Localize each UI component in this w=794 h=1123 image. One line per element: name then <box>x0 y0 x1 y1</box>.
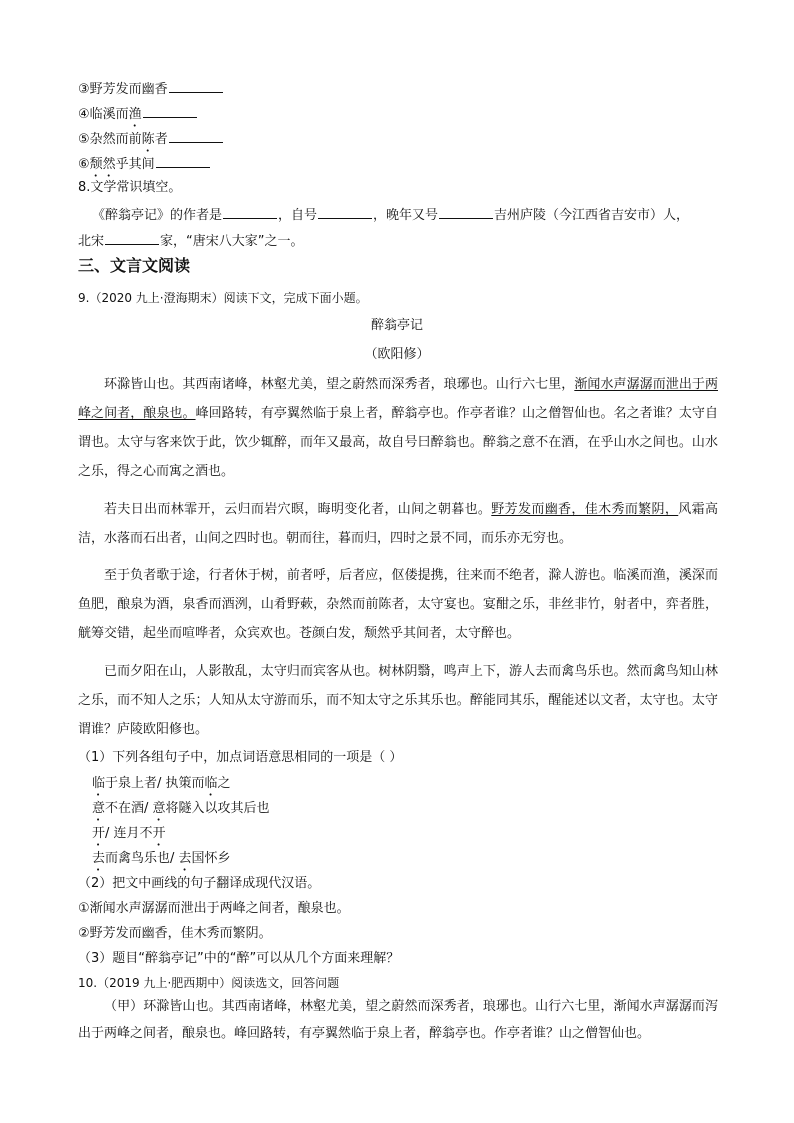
dotted-word: 意 <box>92 801 106 816</box>
option-text: 于泉上者/ 执策而 <box>105 776 205 791</box>
q8-label: 8.文学常识填空。 <box>78 180 182 195</box>
q7-item-5 <box>78 129 224 155</box>
option-a[interactable] <box>92 775 231 799</box>
option-text: 之 <box>217 776 231 791</box>
dotted-word: 渔 <box>128 107 142 122</box>
q8-text: ，自号 <box>278 208 318 223</box>
q9-sub3: （3）题目“醉翁亭记”中的“醉”可以从几个方面来理解？ <box>78 951 400 966</box>
q8-line-1 <box>92 205 689 225</box>
passage-text: 风霜高洁，水落而石出者，山间之四时也。朝而往，暮而归，四时之景不同，而乐亦无穷也。 <box>78 502 718 546</box>
q7-item-3 <box>78 79 224 99</box>
q8-text: 家，“唐宋八大家”之一。 <box>160 234 304 249</box>
option-text: 国怀乡 <box>191 851 231 866</box>
passage-text: 峰回路转，有亭翼然临于泉上者，醉翁亭也。作亭者谁？山之僧智仙也。名之者谁？太守自谓也。太守与客来饮于此，饮少辄醉，而年又最高，故自号曰醉翁也。醉翁之意不在酒，在乎山水之间也。山水之乐，得之心而寓之酒也。 <box>78 406 718 479</box>
q8-text: 吉州庐陵（今江西省吉安市）人， <box>494 208 690 223</box>
option-text: 而禽鸟乐也/ <box>105 851 179 866</box>
item-text: 杂然而前 <box>89 132 142 147</box>
item-number: ④ <box>78 107 90 122</box>
item-number: ⑥ <box>78 157 90 172</box>
option-c[interactable] <box>92 825 166 849</box>
dotted-word: 陈 <box>141 132 155 147</box>
item-text: 野芳发而幽香 <box>89 82 168 97</box>
answer-blank[interactable] <box>169 79 223 93</box>
passage-text: 若夫日出而林霏开，云归而岩穴暝，晦明变化者，山间之朝暮也。 <box>104 502 492 517</box>
option-text: 将隧入以攻其后也 <box>165 801 270 816</box>
answer-blank-alias[interactable] <box>318 205 372 219</box>
passage-paragraph-3: 至于负者歌于途，行者休于树，前者呼，后者应，伛偻提携，往来而不绝者，滁人游也。临溪而渔，溪深而鱼肥，酿泉为酒，泉香而酒洌，山肴野蔌，杂然而前陈者，太守宴也。宴酣之乐，非丝非竹，射者中，弈者胜，觥筹交错，起坐而喧哗者，众宾欢也。苍颜白发，颓然乎其间者，太守醉也。 <box>78 568 718 641</box>
answer-blank[interactable] <box>143 104 197 118</box>
underlined-sentence-2: 野芳发而幽香，佳木秀而繁阴， <box>491 502 679 517</box>
answer-blank-late-alias[interactable] <box>439 205 493 219</box>
item-number: ⑤ <box>78 132 90 147</box>
dotted-word: 去 <box>92 851 106 866</box>
q7-item-6 <box>78 154 211 180</box>
q9-label: 9.（2020 九上·澄海期末）阅读下文，完成下面小题。 <box>78 291 368 305</box>
q8-text: ，晚年又号 <box>373 208 439 223</box>
dotted-word: 意 <box>152 801 166 816</box>
passage-paragraph-2 <box>78 495 718 553</box>
passage-text: 环滁皆山也。其西南诸峰，林壑尤美，望之蔚然而深秀者，琅琊也。山行六七里， <box>104 377 575 392</box>
dotted-word: 颓然 <box>89 157 116 172</box>
option-text: 不在酒/ <box>105 801 153 816</box>
dotted-word: 去 <box>178 851 192 866</box>
underlined-sentence-1: 渐闻水声潺潺而泄出于两峰之间者，酿泉也。 <box>78 377 718 421</box>
q10-label: 10.（2019 九上·肥西期中）阅读选文，回答问题 <box>78 976 340 990</box>
q8-text: 《醉翁亭记》的作者是 <box>92 208 223 223</box>
item-text: 临溪而 <box>89 107 129 122</box>
dotted-word: 开 <box>92 826 106 841</box>
answer-blank[interactable] <box>156 154 210 168</box>
dotted-word: 临 <box>92 776 106 791</box>
q8-line-2 <box>78 231 304 251</box>
q9-sub2-item-2: ②野芳发而幽香，佳木秀而繁阴。 <box>78 926 272 941</box>
answer-blank[interactable] <box>169 129 223 143</box>
dotted-word: 开 <box>152 826 166 841</box>
item-text: 乎其间 <box>115 157 155 172</box>
q9-sub1: （1）下列各组句子中，加点词语意思相同的一项是（ ） <box>78 750 403 765</box>
passage-title: 醉翁亭记 <box>370 318 423 333</box>
item-number: ③ <box>78 82 90 97</box>
item-text: 者 <box>154 132 168 147</box>
option-d[interactable] <box>92 850 231 874</box>
q8-text: 北宋 <box>78 234 105 249</box>
answer-blank-school[interactable] <box>105 231 159 245</box>
option-text: / 连月不 <box>105 826 153 841</box>
q9-sub2-item-1: ①渐闻水声潺潺而泄出于两峰之间者，酿泉也。 <box>78 901 350 916</box>
q10-paragraph: （甲）环滁皆山也。其西南诸峰，林壑尤美，望之蔚然而深秀者，琅琊也。山行六七里，渐闻水声潺潺而泻出于两峰之间者，酿泉也。峰回路转，有亭翼然临于泉上者，醉翁亭也。作亭者谁？山之僧智仙也。 <box>78 999 718 1041</box>
section-heading: 三、文言文阅读 <box>78 256 191 275</box>
passage-paragraph-4: 已而夕阳在山，人影散乱，太守归而宾客从也。树林阴翳，鸣声上下，游人去而禽鸟乐也。然而禽鸟知山林之乐，而不知人之乐；人知从太守游而乐，而不知太守之乐其乐也。醉能同其乐，醒能述以文者，太守也。太守谓谁？庐陵欧阳修也。 <box>78 664 718 737</box>
q7-item-4 <box>78 104 198 130</box>
passage-author: （欧阳修） <box>364 347 430 362</box>
passage-paragraph-1 <box>78 370 718 486</box>
option-b[interactable] <box>92 800 270 824</box>
q9-sub2: （2）把文中画线的句子翻译成现代汉语。 <box>78 876 321 891</box>
answer-blank-author[interactable] <box>223 205 277 219</box>
dotted-word: 临 <box>204 776 218 791</box>
